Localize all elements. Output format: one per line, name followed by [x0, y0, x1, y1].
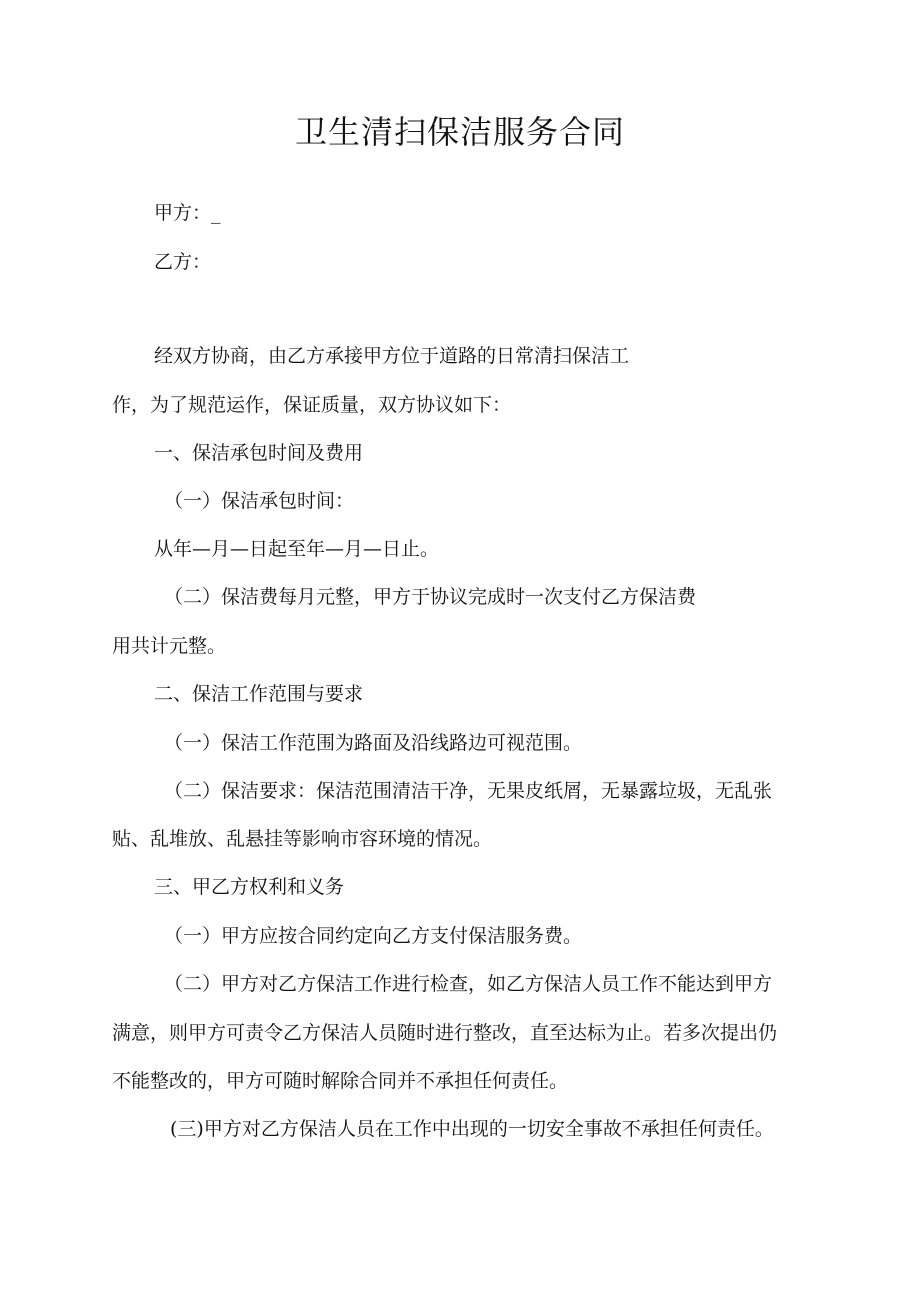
party-b-line: 乙方：	[154, 251, 212, 273]
party-a-line: 甲方：_	[154, 202, 221, 224]
document-title: 卫生清扫保洁服务合同	[294, 113, 625, 151]
intro-line-2: 作，为了规范运作，保证质量，双方协议如下：	[112, 394, 512, 416]
clause-3-2-line-2: 满意，则甲方可责令乙方保洁人员随时进行整改，直至达标为止。若多次提出仍	[112, 1022, 778, 1044]
section-3-heading: 三、甲乙方权利和义务	[154, 876, 345, 898]
clause-3-3: (三)甲方对乙方保洁人员在工作中出现的一切安全事故不承担任何责任。	[170, 1118, 774, 1140]
clause-1-1-detail: 从年—月—日起至年—月—日止。	[154, 538, 440, 560]
clause-3-2-line-1: （二）甲方对乙方保洁工作进行检查，如乙方保洁人员工作不能达到甲方	[164, 973, 773, 995]
clause-1-2-line-2: 用共计元整。	[112, 635, 227, 657]
clause-3-2-line-3: 不能整改的，甲方可随时解除合同并不承担任何责任。	[112, 1070, 569, 1092]
intro-line-1: 经双方协商，由乙方承接甲方位于道路的日常清扫保洁工	[154, 345, 630, 367]
clause-2-2-line-1: （二）保洁要求：保洁范围清洁干净，无果皮纸屑，无暴露垃圾，无乱张	[164, 780, 773, 802]
clause-1-1: （一）保洁承包时间：	[164, 490, 355, 512]
section-2-heading: 二、保洁工作范围与要求	[154, 683, 364, 705]
clause-1-2-line-1: （二）保洁费每月元整，甲方于协议完成时一次支付乙方保洁费	[164, 586, 697, 608]
clause-3-1: （一）甲方应按合同约定向乙方支付保洁服务费。	[164, 925, 583, 947]
clause-2-2-line-2: 贴、乱堆放、乱悬挂等影响市容环境的情况。	[112, 828, 493, 850]
clause-2-1: （一）保洁工作范围为路面及沿线路边可视范围。	[164, 732, 583, 754]
section-1-heading: 一、保洁承包时间及费用	[154, 442, 364, 464]
